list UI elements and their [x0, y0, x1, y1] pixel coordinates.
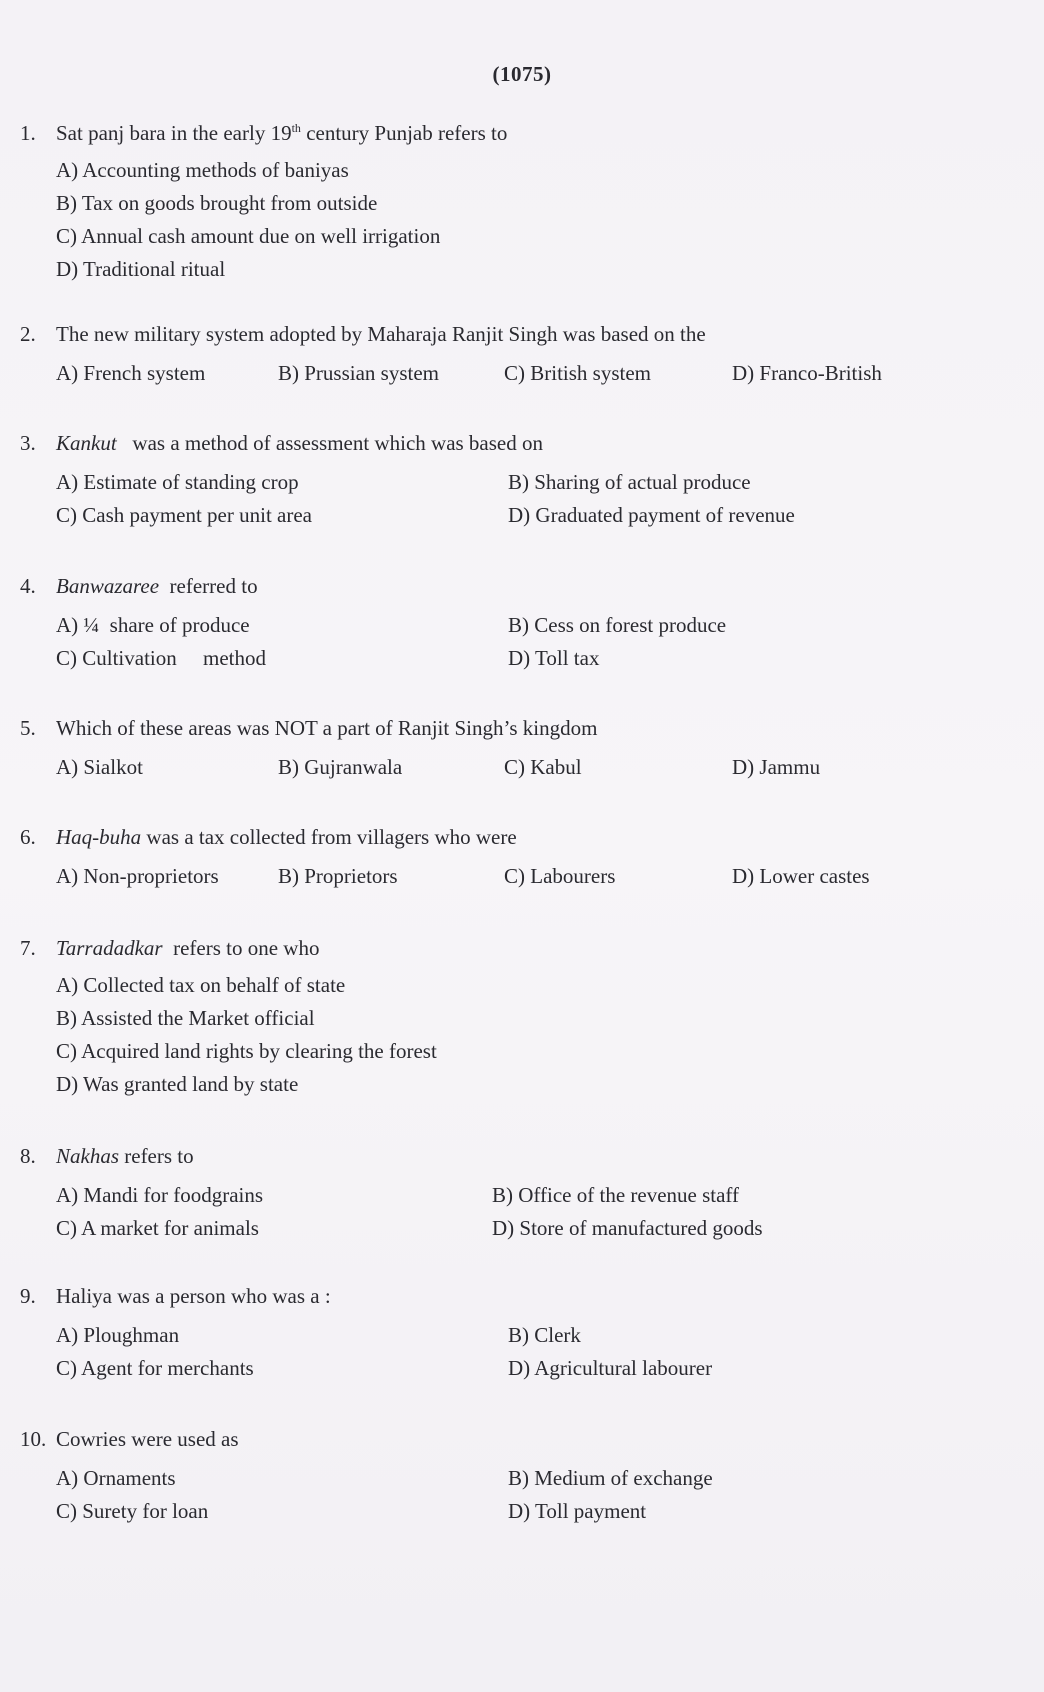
question-1	[20, 112, 1020, 286]
question-8	[20, 1140, 1020, 1245]
option-a: A) Ploughman	[56, 1323, 180, 1347]
question-number: 4.	[20, 574, 36, 598]
option-b: B) Office of the revenue staff	[492, 1183, 740, 1207]
option-d: D) Graduated payment of revenue	[508, 503, 795, 527]
option-c: C) A market for animals	[56, 1216, 259, 1240]
option-b: B) Gujranwala	[278, 755, 403, 779]
option-a: A) Non-proprietors	[56, 864, 219, 888]
option-a: A) Sialkot	[56, 755, 143, 779]
question-text: was a method of assessment which was based on	[116, 431, 543, 455]
option-d: D) Jammu	[732, 755, 821, 779]
option-d: D) Traditional ritual	[56, 257, 226, 281]
option-c: C) Cultivation method	[56, 646, 266, 670]
option-b: B) Cess on forest produce	[508, 613, 727, 637]
option-c: C) Cash payment per unit area	[56, 503, 312, 527]
option-d: D) Lower castes	[732, 864, 870, 888]
question-term: Nakhas	[56, 1144, 119, 1168]
question-text: refers to one who	[162, 936, 320, 960]
option-b: B) Tax on goods brought from outside	[56, 191, 378, 215]
question-term: Haq-buha	[56, 825, 142, 849]
option-b: B) Assisted the Market official	[56, 1006, 315, 1030]
question-4	[20, 570, 1020, 675]
question-term: Tarradadkar	[56, 936, 163, 960]
option-a: A) French system	[56, 361, 206, 385]
question-number: 8.	[20, 1144, 36, 1168]
question-9	[20, 1280, 1020, 1385]
question-3	[20, 427, 1020, 532]
question-number: 2.	[20, 322, 36, 346]
question-number: 3.	[20, 431, 36, 455]
option-b: B) Proprietors	[278, 864, 398, 888]
option-c: C) British system	[504, 361, 652, 385]
option-a: A) Ornaments	[56, 1466, 176, 1490]
question-10	[20, 1423, 1020, 1528]
option-d: D) Toll tax	[508, 646, 600, 670]
option-a: A) Collected tax on behalf of state	[56, 973, 346, 997]
option-a: A) ¼ share of produce	[56, 613, 250, 637]
question-1-stem	[20, 112, 1020, 150]
question-number: 6.	[20, 825, 36, 849]
superscript: th	[291, 121, 301, 135]
question-number: 7.	[20, 936, 36, 960]
question-5	[20, 712, 1020, 784]
option-c: C) Surety for loan	[56, 1499, 209, 1523]
question-text: was a tax collected from villagers who were	[141, 825, 517, 849]
option-d: D) Agricultural labourer	[508, 1356, 713, 1380]
question-text: referred to	[159, 574, 258, 598]
option-a: A) Mandi for foodgrains	[56, 1183, 264, 1207]
option-d: D) Was granted land by state	[56, 1072, 299, 1096]
question-text: Cowries were used as	[56, 1427, 239, 1451]
option-a: A) Accounting methods of baniyas	[56, 158, 349, 182]
question-text: Which of these areas was NOT a part of Ranjit Singh’s kingdom	[56, 716, 598, 740]
question-text-continued: century Punjab refers to	[300, 121, 508, 145]
option-c: C) Labourers	[504, 864, 616, 888]
question-2	[20, 318, 1020, 390]
question-number: 9.	[20, 1284, 36, 1308]
option-d: D) Store of manufactured goods	[492, 1216, 763, 1240]
question-text: Haliya was a person who was a :	[56, 1284, 331, 1308]
option-d: D) Toll payment	[508, 1499, 647, 1523]
option-a: A) Estimate of standing crop	[56, 470, 299, 494]
option-b: B) Sharing of actual produce	[508, 470, 751, 494]
question-7	[20, 932, 1020, 1101]
question-number: 1.	[20, 121, 36, 145]
option-c: C) Annual cash amount due on well irrigation	[56, 224, 441, 248]
question-text: The new military system adopted by Maharaja Ranjit Singh was based on the	[56, 322, 706, 346]
option-b: B) Prussian system	[278, 361, 440, 385]
option-b: B) Medium of exchange	[508, 1466, 713, 1490]
question-6	[20, 821, 1020, 893]
page-code: (1075)	[492, 62, 552, 86]
option-c: C) Kabul	[504, 755, 582, 779]
option-b: B) Clerk	[508, 1323, 581, 1347]
option-d: D) Franco-British	[732, 361, 882, 385]
question-text: Sat panj bara in the early 19	[56, 121, 292, 145]
option-c: C) Acquired land rights by clearing the forest	[56, 1039, 437, 1063]
question-term: Banwazaree	[56, 574, 160, 598]
question-term: Kankut	[56, 431, 117, 455]
question-text: refers to	[119, 1144, 194, 1168]
question-number: 5.	[20, 716, 36, 740]
question-number: 10.	[20, 1427, 47, 1451]
option-c: C) Agent for merchants	[56, 1356, 254, 1380]
